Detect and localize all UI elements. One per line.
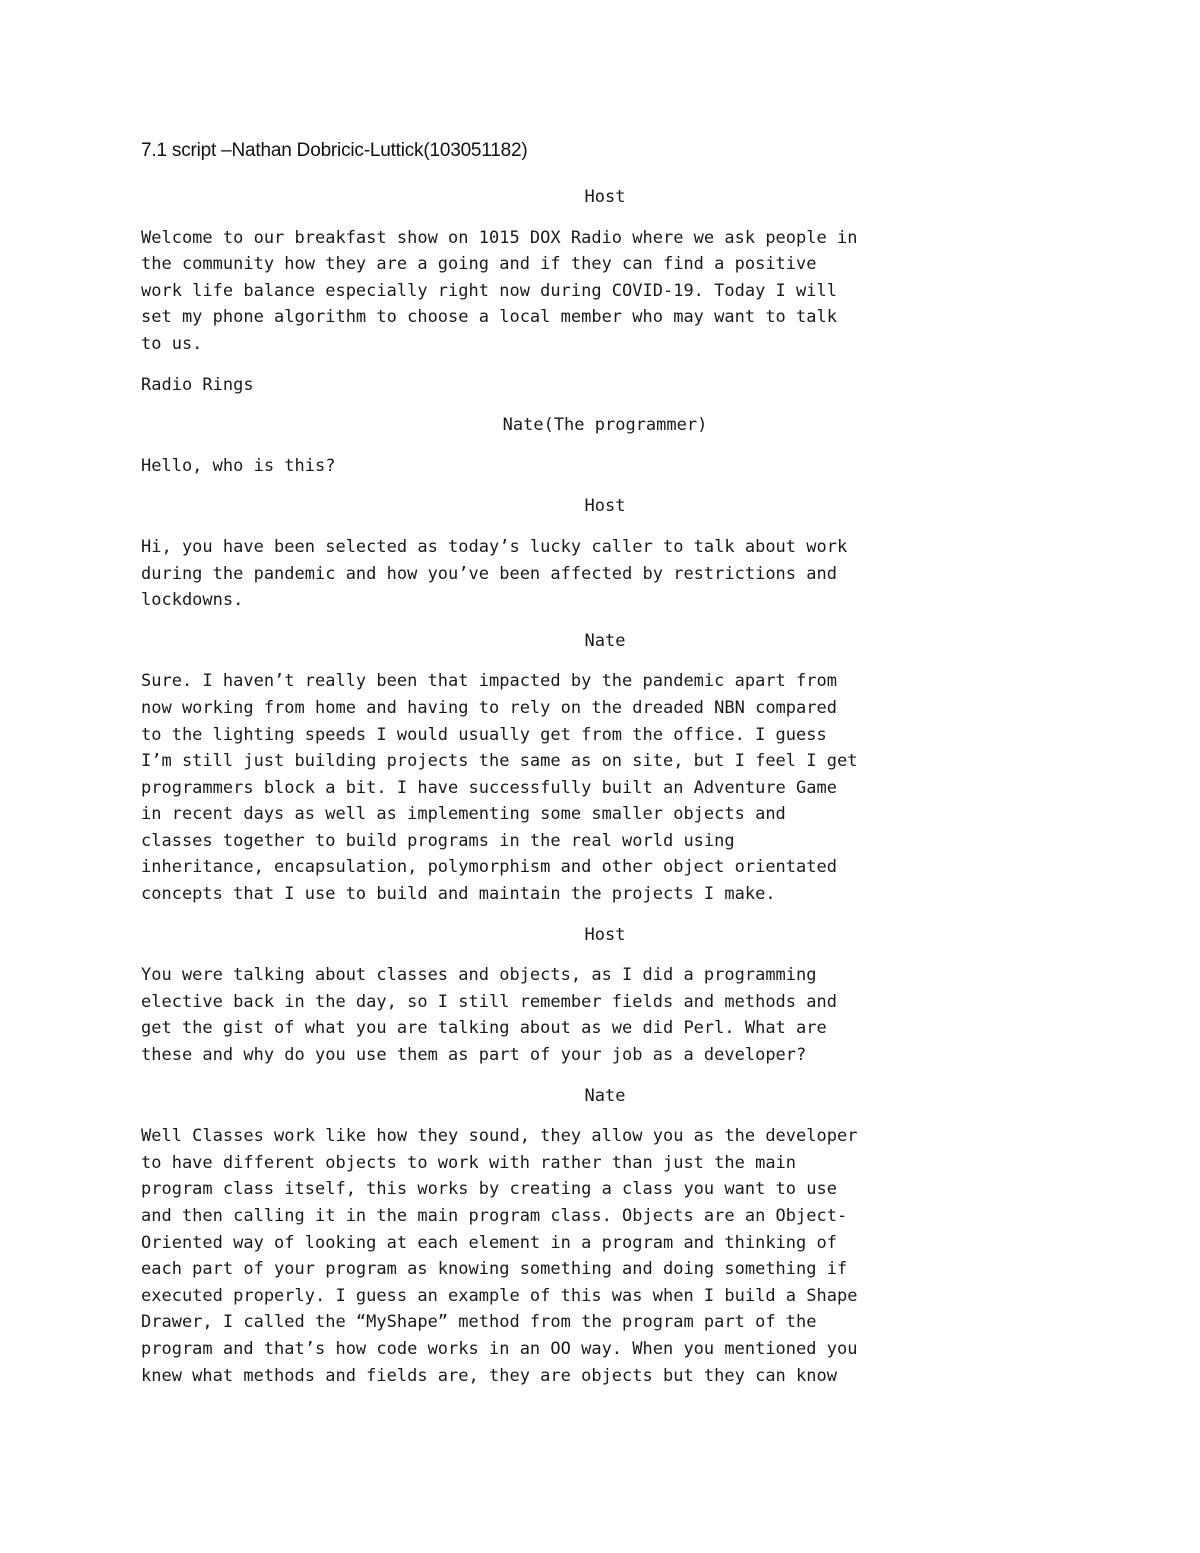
dialogue-line: during the pandemic and how you’ve been affected by restrictions and bbox=[141, 563, 837, 584]
dialogue-line: and then calling it in the main program class. Objects are an Object- bbox=[141, 1206, 848, 1226]
dialogue-line: program class itself, this works by creating a class you want to use bbox=[141, 1179, 837, 1200]
dialogue-paragraph bbox=[141, 1123, 1061, 1389]
dialogue-line: classes together to build programs in the real world using bbox=[141, 830, 735, 851]
dialogue-line: Hi, you have been selected as today’s lucky caller to talk about work bbox=[141, 536, 848, 557]
dialogue-line: Sure. I haven’t really been that impacted by the pandemic apart from bbox=[141, 671, 837, 692]
dialogue-line: elective back in the day, so I still remember fields and methods and bbox=[141, 991, 837, 1012]
dialogue-line: to have different objects to work with rather than just the main bbox=[141, 1152, 797, 1173]
dialogue-line: work life balance especially right now during COVID-19. Today I will bbox=[141, 280, 837, 301]
document-title: 7.1 script –Nathan Dobricic-Luttick(103051182) bbox=[141, 140, 528, 161]
speaker-name: Host bbox=[584, 496, 626, 517]
speaker-name: Nate bbox=[584, 630, 626, 651]
dialogue-line: Oriented way of looking at each element in a program and thinking of bbox=[141, 1232, 837, 1253]
speaker-name: Host bbox=[584, 187, 626, 207]
stage-direction: Radio Rings bbox=[141, 374, 254, 395]
dialogue-paragraph bbox=[141, 225, 1061, 358]
dialogue-paragraph bbox=[141, 962, 1061, 1068]
dialogue-line: now working from home and having to rely on the dreaded NBN compared bbox=[141, 697, 837, 718]
dialogue-line: in recent days as well as implementing some smaller objects and bbox=[141, 804, 786, 825]
dialogue-line: inheritance, encapsulation, polymorphism and other object orientated bbox=[141, 857, 837, 878]
dialogue-line: each part of your program as knowing something and doing something if bbox=[141, 1259, 848, 1280]
dialogue-line: lockdowns. bbox=[141, 590, 244, 611]
dialogue-line: You were talking about classes and objects, as I did a programming bbox=[141, 965, 817, 986]
speaker-name: Host bbox=[584, 924, 626, 945]
dialogue-line: Well Classes work like how they sound, they allow you as the developer bbox=[141, 1126, 858, 1147]
speaker-name: Nate bbox=[584, 1085, 626, 1106]
dialogue-line: set my phone algorithm to choose a local member who may want to talk bbox=[141, 307, 837, 328]
script-body bbox=[141, 184, 1061, 1403]
dialogue-line: to the lighting speeds I would usually get from the office. I guess bbox=[141, 724, 827, 745]
dialogue-line: program and that’s how code works in an OO way. When you mentioned you bbox=[141, 1338, 858, 1359]
dialogue-line: Welcome to our breakfast show on 1015 DOX Radio where we ask people in bbox=[141, 227, 858, 248]
dialogue-line: Hello, who is this? bbox=[141, 455, 336, 476]
dialogue-line: Drawer, I called the “MyShape” method from the program part of the bbox=[141, 1312, 817, 1333]
dialogue-paragraph bbox=[141, 668, 1061, 907]
dialogue-line: the community how they are a going and if they can find a positive bbox=[141, 254, 817, 275]
dialogue-paragraph bbox=[141, 534, 1061, 614]
dialogue-line: knew what methods and fields are, they are objects but they can know bbox=[141, 1365, 837, 1386]
dialogue-line: executed properly. I guess an example of this was when I build a Shape bbox=[141, 1285, 858, 1306]
dialogue-line: to us. bbox=[141, 333, 203, 354]
speaker-name: Nate(The programmer) bbox=[502, 415, 708, 436]
dialogue-line: I’m still just building projects the same as on site, but I feel I get bbox=[141, 751, 858, 772]
dialogue-line: get the gist of what you are talking about as we did Perl. What are bbox=[141, 1018, 827, 1039]
dialogue-line: programmers block a bit. I have successfully built an Adventure Game bbox=[141, 777, 837, 798]
dialogue-line: concepts that I use to build and maintain the projects I make. bbox=[141, 884, 776, 905]
dialogue-line: these and why do you use them as part of your job as a developer? bbox=[141, 1045, 807, 1066]
